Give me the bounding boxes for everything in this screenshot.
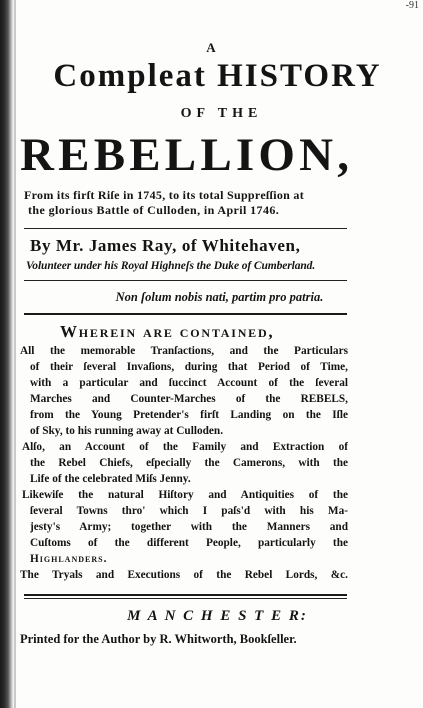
title-line-of-the: OF THE	[180, 106, 263, 121]
rule-after-motto	[24, 313, 347, 315]
subtitle-line-1: From its firſt Riſe in 1745, to its total Suppreſſion at	[24, 188, 305, 202]
imprint-printer: Printed for the Author by R. Whitworth, Bookſeller.	[20, 632, 297, 646]
imprint-city: M A N C H E S T E R:	[127, 608, 308, 624]
author-line-2: Volunteer under his Royal Highneſs the Duke of Cumberland.	[26, 260, 316, 272]
rule-before-imprint-1	[24, 594, 347, 596]
rule-after-subtitle	[24, 228, 347, 229]
corner-mark: -91	[405, 0, 419, 11]
contents-line-4: Marches and Counter-Marches of the REBELS,	[30, 393, 348, 405]
rule-after-author	[24, 280, 347, 281]
contents-line-1: All the memorable Tranſactions, and the Particulars	[20, 345, 348, 357]
contents-line-11: ſeveral Towns thro' which I paſs'd with his Ma-	[30, 505, 348, 517]
author-line-1: By Mr. James Ray, of Whitehaven,	[30, 236, 301, 255]
title-line-compleat-history: Compleat HISTORY	[53, 58, 382, 94]
contents-line-14: Highlanders.	[30, 553, 108, 565]
contents-line-8: the Rebel Chiefs, eſpecially the Camerons, with the	[30, 457, 348, 469]
title-line-rebellion: REBELLION,	[20, 129, 354, 181]
contents-line-3: with a particular and ſuccinct Account of the ſeveral	[30, 377, 348, 389]
contents-line-12: jesty's Army; together with the Manners and	[30, 521, 348, 533]
contents-line-9: Life of the celebrated Miſs Jenny.	[30, 473, 191, 485]
title-article: A	[206, 40, 217, 55]
contents-line-5: from the Young Pretender's firſt Landing on the Iſle	[30, 409, 348, 421]
contents-line-7: Alſo, an Account of the Family and Extraction of	[22, 441, 348, 453]
contents-line-13: Cuſtoms of the different People, particularly the	[30, 537, 348, 549]
latin-motto: Non ſolum nobis nati, partim pro patria.	[115, 290, 324, 304]
contents-line-15: The Tryals and Executions of the Rebel Lords, &c.	[20, 569, 348, 581]
subtitle-line-2: the glorious Battle of Culloden, in April 1746.	[28, 203, 280, 217]
rule-before-imprint-2	[24, 598, 347, 599]
contents-line-10: Likewiſe the natural Hiſtory and Antiquities of the	[22, 489, 348, 501]
contents-line-2: of their ſeveral Invaſions, during that Period of Time,	[30, 361, 348, 373]
contents-line-6: of Sky, to his running away at Culloden.	[30, 425, 224, 437]
contents-heading: Wherein are contained,	[60, 322, 275, 341]
